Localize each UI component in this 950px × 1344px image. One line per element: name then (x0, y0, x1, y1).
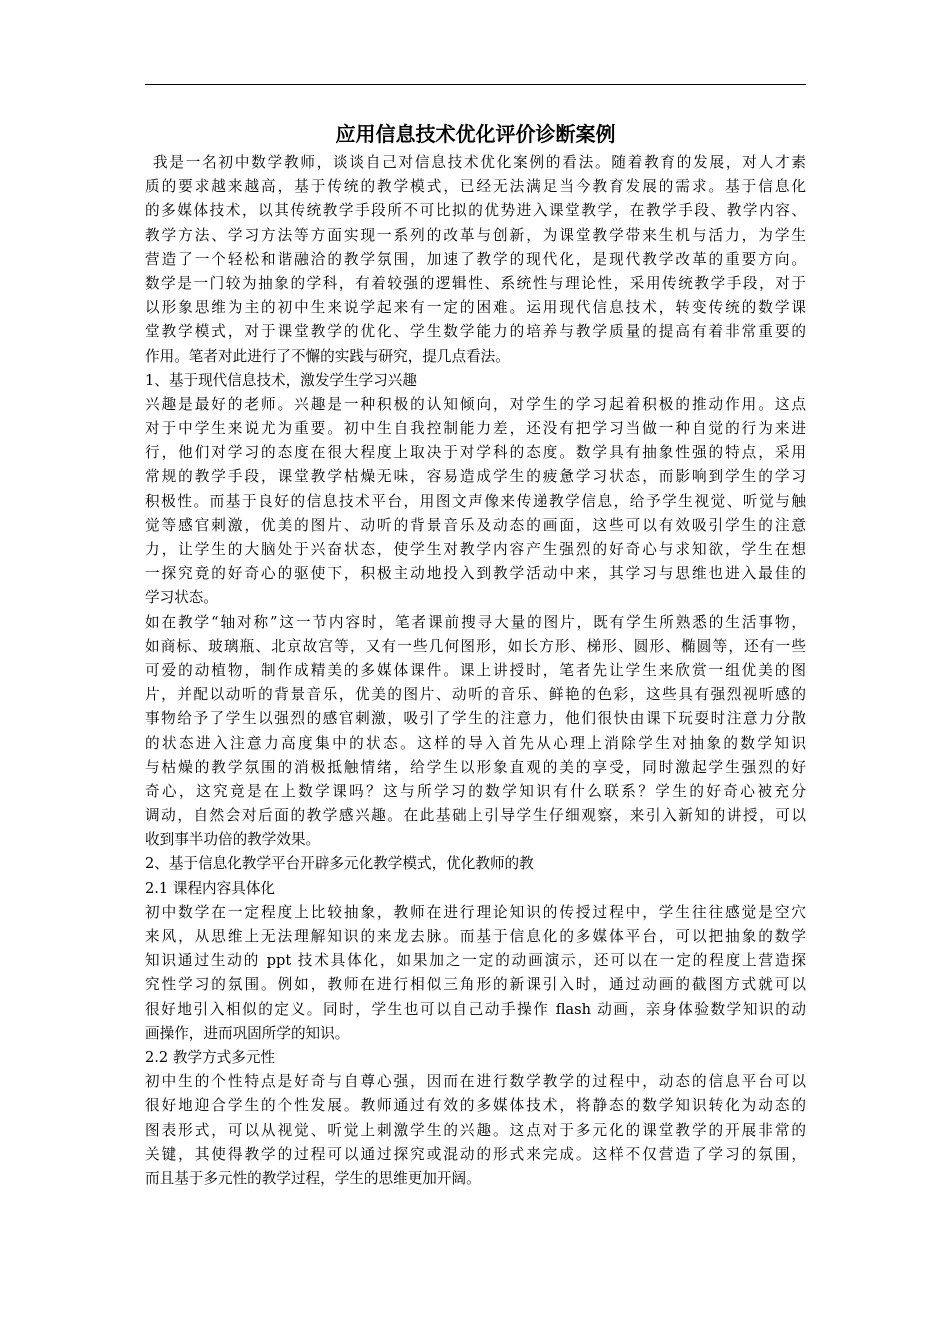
body-line: 画操作，进而巩固所学的知识。 (145, 1024, 350, 1042)
body-line: 调动，自然会对后面的教学感兴趣。在此基础上引导学生仔细观察，来引入新知的讲授，可以 (145, 807, 806, 825)
body-line: 觉等感官刺激，优美的图片、动听的背景音乐及动态的画面，这些可以有效吸引学生的注意 (145, 516, 806, 534)
body-line: 兴趣是最好的老师。兴趣是一种积极的认知倾向，对学生的学习起着积极的推动作用。这点 (145, 395, 806, 413)
body-line: 知识通过生动的 ppt 技术具体化，如果加之一定的动画演示，还可以在一定的程度上营造探 (145, 952, 806, 970)
document-body (145, 151, 806, 1191)
subsection-heading: 2.1 课程内容具体化 (145, 879, 276, 897)
body-line: 如商标、玻璃瓶、北京故宫等，又有一些几何图形，如长方形、梯形、圆形、椭圆等，还有一些 (145, 637, 806, 655)
body-line: 作用。笔者对此进行了不懈的实践与研究，提几点看法。 (145, 347, 510, 365)
body-line: 质的要求越来越高，基于传统的教学模式，已经无法满足当今教育发展的需求。基于信息化 (145, 178, 806, 196)
body-line: 收到事半功倍的教学效果。 (145, 831, 321, 849)
body-line: 很好地引入相似的定义。同时，学生也可以自己动手操作 flash 动画，亲身体验数学知识的动 (145, 1000, 806, 1018)
body-line: 营造了一个轻松和谐融洽的教学氛围，加速了教学的现代化，是现代教学改革的重要方向。 (145, 250, 806, 268)
body-line: 常规的教学手段，课堂教学枯燥无味，容易造成学生的疲惫学习状态，而影响到学生的学习 (145, 468, 806, 486)
body-line: 究性学习的氛围。例如，教师在进行相似三角形的新课引入时，通过动画的截图方式就可以 (145, 976, 806, 994)
section-heading: 1、基于现代信息技术，激发学生学习兴趣 (145, 371, 417, 389)
body-line: 的状态进入注意力高度集中的状态。这样的导入首先从心理上消除学生对抽象的数学知识 (145, 734, 806, 752)
body-line: 对于中学生来说尤为重要。初中生自我控制能力差，还没有把学习当做一种自觉的行为来进 (145, 420, 806, 438)
body-line: 很好地迎合学生的个性发展。教师通过有效的多媒体技术，将静态的数学知识转化为动态的 (145, 1097, 806, 1115)
body-line: 的多媒体技术，以其传统教学手段所不可比拟的优势进入课堂教学，在教学手段、教学内容、 (145, 202, 806, 220)
body-line: 而且基于多元性的教学过程，学生的思维更加开阔。 (145, 1169, 481, 1187)
body-line: 与枯燥的教学氛围的消极抵触情绪，给学生以形象直观的美的享受，同时激起学生强烈的好 (145, 758, 806, 776)
body-line: 教学方法、学习方法等方面实现一系列的改革与创新，为课堂教学带来生机与活力，为学生 (145, 226, 806, 244)
body-line: 学习状态。 (145, 589, 218, 607)
body-line: 堂教学模式，对于课堂教学的优化、学生数学能力的培养与教学质量的提高有着非常重要的 (145, 323, 806, 341)
body-line: 来风，从思维上无法理解知识的来龙去脉。而基于信息化的多媒体平台，可以把抽象的数学 (145, 928, 806, 945)
body-line: 以形象思维为主的初中生来说学起来有一定的困难。运用现代信息技术，转变传统的数学课 (145, 299, 806, 317)
header-rule (145, 84, 806, 85)
body-line: 行，他们对学习的态度在很大程度上取决于对学科的态度。数学具有抽象性强的特点，采用 (145, 444, 806, 462)
body-line: 初中生的个性特点是好奇与自尊心强，因而在进行数学教学的过程中，动态的信息平台可以 (145, 1073, 806, 1091)
body-line: 奇心，这究竟是在上数学课吗？这与所学习的数学知识有什么联系？学生的好奇心被充分 (145, 782, 806, 800)
body-line: 初中数学在一定程度上比较抽象，教师在进行理论知识的传授过程中，学生往往感觉是空穴 (145, 903, 806, 921)
body-line: 力，让学生的大脑处于兴奋状态，使学生对教学内容产生强烈的好奇心与求知欲，学生在想 (145, 541, 806, 558)
section-heading: 2、基于信息化教学平台开辟多元化教学模式，优化教师的教 (145, 855, 534, 873)
body-line: 关键，其使得教学的过程可以通过探究或混动的形式来完成。这样不仅营造了学习的氛围， (145, 1145, 806, 1163)
body-line: 如在教学“轴对称”这一节内容时，笔者课前搜寻大量的图片，既有学生所熟悉的生活事物， (145, 613, 806, 631)
body-line: 我是一名初中数学教师，谈谈自己对信息技术优化案例的看法。随着教育的发展，对人才素 (153, 154, 806, 171)
body-line: 积极性。而基于良好的信息技术平台，用图文声像来传递教学信息，给予学生视觉、听觉与触 (145, 492, 806, 510)
subsection-heading: 2.2 教学方式多元性 (145, 1048, 276, 1066)
body-line: 可爱的动植物，制作成精美的多媒体课件。课上讲授时，笔者先让学生来欣赏一组优美的图 (145, 661, 806, 679)
body-line: 图表形式，可以从视觉、听觉上刺激学生的兴趣。这点对于多元化的课堂教学的开展非常的 (145, 1121, 806, 1139)
body-line: 一探究竟的好奇心的驱使下，积极主动地投入到教学活动中来，其学习与思维也进入最佳的 (145, 565, 806, 583)
body-line: 数学是一门较为抽象的学科，有着较强的逻辑性、系统性与理论性，采用传统教学手段，对于 (145, 274, 806, 292)
body-line: 片，并配以动听的背景音乐，优美的图片、动听的音乐、鲜艳的色彩，这些具有强烈视听感的 (145, 686, 806, 704)
page-title: 应用信息技术优化评价诊断案例 (335, 122, 616, 146)
body-line: 事物给予了学生以强烈的感官刺激，吸引了学生的注意力，他们很快由课下玩耍时注意力分散 (145, 710, 806, 728)
